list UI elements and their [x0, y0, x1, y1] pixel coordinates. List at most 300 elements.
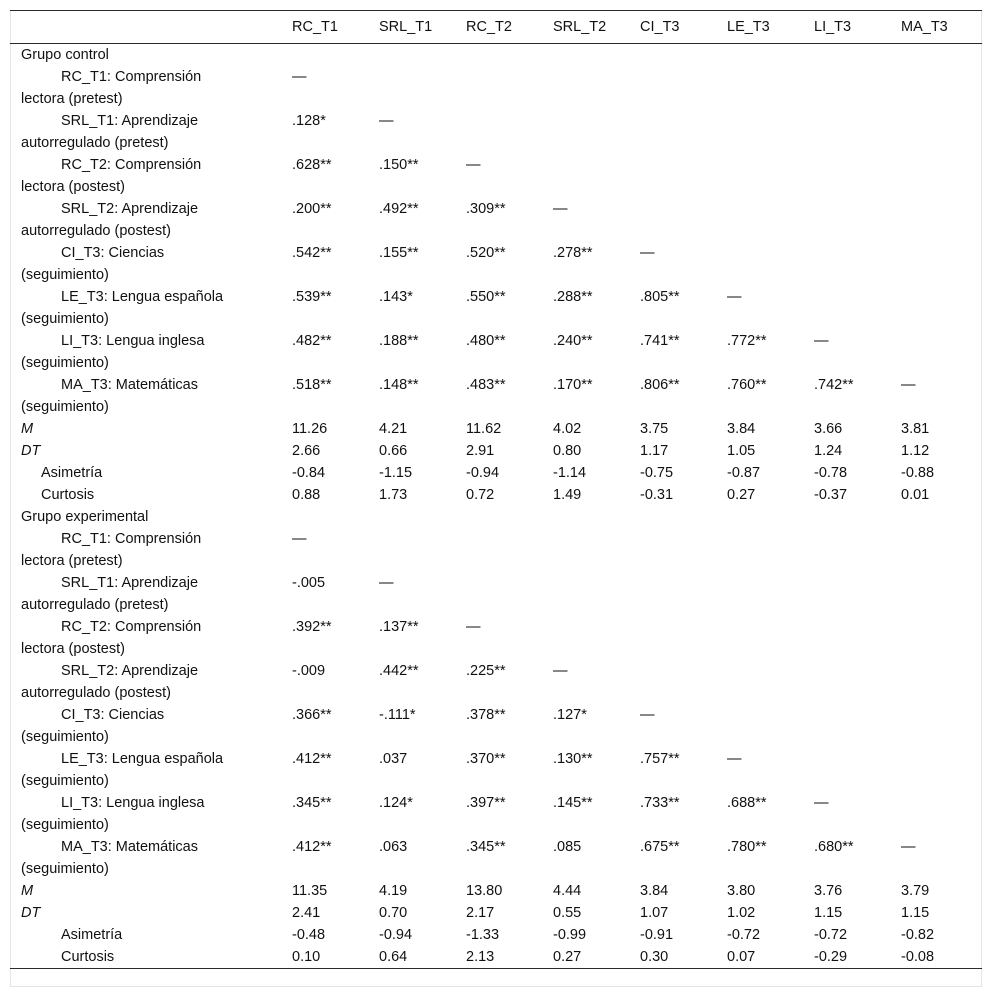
group-header-row: [10, 44, 982, 67]
stat-cell: -0.08: [901, 946, 982, 969]
correlation-cell: .392**: [292, 619, 332, 635]
correlation-cell: .483**: [466, 377, 506, 393]
correlation-cell: [640, 110, 727, 154]
variable-label-line2: lectora (postest): [21, 179, 125, 195]
stat-cell: 2.13: [466, 946, 553, 969]
variable-label-line1: SRL_T1: Aprendizaje: [61, 113, 199, 129]
correlation-cell: [727, 616, 814, 660]
correlation-cell: [814, 286, 901, 330]
stat-cell: 0.07: [727, 946, 814, 969]
stat-cell: -0.29: [814, 946, 901, 969]
variable-label-line1: SRL_T1: Aprendizaje: [61, 575, 199, 591]
variable-label-line1: CI_T3: Ciencias: [61, 245, 165, 261]
stat-cell: 2.17: [466, 905, 495, 921]
correlation-cell: [640, 616, 727, 660]
empty-cell: [379, 44, 466, 67]
correlation-cell: .539**: [292, 289, 332, 305]
correlation-cell: .772**: [727, 333, 767, 349]
correlation-cell: [814, 242, 901, 286]
stat-cell: 0.88: [292, 487, 321, 503]
variable-label-line2: (seguimiento): [21, 355, 109, 371]
variable-label-line2: lectora (pretest): [21, 553, 123, 569]
variable-label-line2: (seguimiento): [21, 729, 109, 745]
table-row: [10, 198, 982, 242]
correlation-cell: [901, 154, 982, 198]
correlation-cell: .240**: [553, 333, 593, 349]
variable-label: [10, 242, 292, 286]
correlation-cell: .550**: [466, 289, 506, 305]
variable-label-line2: autorregulado (pretest): [21, 597, 169, 613]
table-row: [10, 660, 982, 704]
correlation-cell: .145**: [553, 795, 593, 811]
empty-cell: [466, 44, 553, 67]
correlation-cell: .542**: [292, 245, 332, 261]
correlation-cell: [901, 572, 982, 616]
correlation-cell: [727, 154, 814, 198]
stat-cell: 3.84: [640, 883, 669, 899]
stat-cell: -0.82: [901, 927, 935, 943]
stat-cell: -0.31: [640, 487, 674, 503]
variable-label-line1: SRL_T2: Aprendizaje: [61, 663, 199, 679]
col-header: RC_T1: [292, 11, 379, 44]
correlation-cell: [901, 242, 982, 286]
stat-cell: 11.62: [466, 421, 502, 437]
correlation-cell: [640, 154, 727, 198]
variable-label-line2: autorregulado (pretest): [21, 135, 169, 151]
table-row: [10, 330, 982, 374]
correlation-cell: [901, 286, 982, 330]
correlation-cell: —: [814, 795, 829, 811]
correlation-cell: .675**: [640, 839, 680, 855]
empty-cell: [727, 44, 814, 67]
correlation-cell: .741**: [640, 333, 680, 349]
variable-label-line1: CI_T3: Ciencias: [61, 707, 165, 723]
correlation-cell: —: [901, 839, 916, 855]
correlation-cell: [814, 528, 901, 572]
variable-label-line2: autorregulado (postest): [21, 685, 171, 701]
stat-cell: 1.12: [901, 443, 930, 459]
correlation-cell: [640, 528, 727, 572]
correlation-cell: —: [640, 245, 655, 261]
correlation-cell: -.111*: [379, 707, 416, 723]
group-title: Grupo experimental: [21, 509, 149, 525]
stat-cell: 13.80: [466, 883, 503, 899]
stat-cell: -1.14: [553, 465, 587, 481]
correlation-cell: -.009: [292, 663, 326, 679]
stat-cell: 3.75: [640, 421, 669, 437]
stat-cell: 0.27: [727, 487, 756, 503]
correlation-cell: [466, 572, 553, 616]
correlation-cell: —: [466, 619, 481, 635]
correlation-cell: —: [466, 157, 481, 173]
variable-label-line1: RC_T2: Comprensión: [61, 619, 202, 635]
stat-label: Asimetría: [41, 465, 103, 481]
empty-cell: [901, 44, 982, 67]
correlation-cell: [901, 528, 982, 572]
table-row: [10, 704, 982, 748]
table-row: [10, 286, 982, 330]
variable-label: [10, 660, 292, 704]
correlation-cell: .757**: [640, 751, 680, 767]
correlation-cell: .628**: [292, 157, 332, 173]
correlation-cell: [814, 198, 901, 242]
correlation-cell: [814, 110, 901, 154]
correlation-cell: [901, 66, 982, 110]
correlation-cell: [814, 704, 901, 748]
correlation-cell: —: [292, 531, 307, 547]
correlation-cell: [727, 242, 814, 286]
variable-label-line1: SRL_T2: Aprendizaje: [61, 201, 199, 217]
empty-cell: [814, 506, 901, 528]
col-header: CI_T3: [640, 11, 727, 44]
stat-cell: -0.75: [640, 465, 674, 481]
correlation-cell: [814, 748, 901, 792]
correlation-cell: [379, 528, 466, 572]
table-row: [10, 792, 982, 836]
correlation-cell: [814, 66, 901, 110]
stat-cell: 1.15: [901, 905, 930, 921]
stat-cell: -0.72: [814, 927, 848, 943]
correlation-cell: .742**: [814, 377, 854, 393]
correlation-cell: .378**: [466, 707, 506, 723]
correlation-cell: [727, 66, 814, 110]
stat-row: [10, 484, 982, 506]
stat-cell: -0.94: [466, 465, 500, 481]
correlation-cell: .127*: [553, 707, 587, 723]
correlation-cell: [640, 660, 727, 704]
empty-cell: [553, 44, 640, 67]
stat-cell: 0.66: [379, 443, 408, 459]
variable-label: [10, 110, 292, 154]
variable-label: [10, 154, 292, 198]
correlation-cell: —: [292, 69, 307, 85]
variable-label-line2: (seguimiento): [21, 773, 109, 789]
stat-cell: 3.66: [814, 421, 843, 437]
correlation-cell: [553, 154, 640, 198]
correlation-cell: —: [814, 333, 829, 349]
stat-cell: 3.84: [727, 421, 756, 437]
col-header: SRL_T1: [379, 11, 466, 44]
correlation-cell: —: [727, 289, 742, 305]
correlation-cell: .288**: [553, 289, 593, 305]
correlation-cell: [901, 748, 982, 792]
correlation-cell: -.005: [292, 575, 326, 591]
empty-cell: [292, 44, 379, 67]
correlation-cell: .780**: [727, 839, 767, 855]
stat-cell: -0.87: [727, 465, 761, 481]
empty-cell: [901, 506, 982, 528]
correlation-cell: [727, 528, 814, 572]
empty-cell: [553, 506, 640, 528]
stat-row: [10, 440, 982, 462]
correlation-cell: .806**: [640, 377, 680, 393]
stat-label: M: [21, 421, 34, 437]
stat-cell: 0.55: [553, 905, 582, 921]
empty-cell: [727, 506, 814, 528]
variable-label-line2: (seguimiento): [21, 311, 109, 327]
stat-cell: 4.21: [379, 421, 408, 437]
correlation-cell: [727, 572, 814, 616]
correlation-cell: [814, 660, 901, 704]
variable-label: [10, 704, 292, 748]
variable-label-line1: LE_T3: Lengua española: [61, 751, 224, 767]
stat-cell: 4.02: [553, 421, 582, 437]
correlation-cell: —: [727, 751, 742, 767]
stat-cell: -0.78: [814, 465, 848, 481]
correlation-cell: [553, 110, 640, 154]
variable-label-line2: (seguimiento): [21, 817, 109, 833]
stat-cell: 0.80: [553, 443, 582, 459]
stat-cell: 2.41: [292, 905, 321, 921]
variable-label: [10, 572, 292, 616]
stat-cell: 4.44: [553, 883, 582, 899]
variable-label: [10, 198, 292, 242]
correlation-cell: [640, 66, 727, 110]
table-row: [10, 242, 982, 286]
correlation-cell: [640, 572, 727, 616]
correlation-cell: [466, 110, 553, 154]
correlation-cell: [640, 198, 727, 242]
correlation-cell: —: [553, 663, 568, 679]
stat-cell: 1.07: [640, 905, 669, 921]
correlation-cell: [553, 528, 640, 572]
stat-label: Asimetría: [61, 927, 123, 943]
variable-label-line2: autorregulado (postest): [21, 223, 171, 239]
variable-label: [10, 330, 292, 374]
correlation-cell: .492**: [379, 201, 419, 217]
correlation-cell: .143*: [379, 289, 413, 305]
variable-label: [10, 748, 292, 792]
correlation-cell: [727, 660, 814, 704]
correlation-cell: [814, 154, 901, 198]
correlation-cell: .412**: [292, 839, 332, 855]
correlation-cell: .124*: [379, 795, 413, 811]
correlation-cell: .370**: [466, 751, 506, 767]
correlation-cell: .397**: [466, 795, 506, 811]
stat-row: [10, 418, 982, 440]
variable-label: [10, 616, 292, 660]
stat-cell: 0.30: [640, 946, 727, 969]
correlation-cell: —: [553, 201, 568, 217]
stat-cell: 0.27: [553, 946, 640, 969]
stat-cell: 1.17: [640, 443, 669, 459]
stat-label: DT: [21, 443, 41, 459]
stat-label: DT: [21, 905, 41, 921]
correlation-cell: .137**: [379, 619, 419, 635]
table-row: [10, 110, 982, 154]
stat-cell: 3.80: [727, 883, 756, 899]
correlation-cell: .278**: [553, 245, 593, 261]
variable-label-line1: RC_T1: Comprensión: [61, 531, 202, 547]
col-header: LI_T3: [814, 11, 901, 44]
stat-row: [10, 880, 982, 902]
stat-label: Curtosis: [41, 487, 95, 503]
table-row: [10, 154, 982, 198]
empty-cell: [379, 506, 466, 528]
correlation-cell: [814, 616, 901, 660]
table-row: [10, 528, 982, 572]
correlation-cell: .688**: [727, 795, 767, 811]
stat-cell: 2.66: [292, 443, 321, 459]
correlation-cell: .063: [379, 839, 408, 855]
correlation-cell: [901, 660, 982, 704]
stat-cell: 1.15: [814, 905, 843, 921]
empty-cell: [466, 506, 553, 528]
correlation-cell: [379, 66, 466, 110]
correlation-cell: .225**: [466, 663, 506, 679]
correlation-cell: .366**: [292, 707, 332, 723]
variable-label-line1: MA_T3: Matemáticas: [61, 377, 198, 393]
variable-label-line1: LI_T3: Lengua inglesa: [61, 795, 205, 811]
variable-label-line1: LE_T3: Lengua española: [61, 289, 224, 305]
correlation-cell: [553, 616, 640, 660]
correlation-cell: .482**: [292, 333, 332, 349]
stat-cell: 4.19: [379, 883, 408, 899]
correlation-cell: .037: [379, 751, 408, 767]
variable-label: [10, 836, 292, 880]
stat-cell: -0.48: [292, 927, 326, 943]
stat-cell: -0.94: [379, 927, 413, 943]
correlation-cell: [727, 704, 814, 748]
correlation-cell: —: [379, 113, 394, 129]
header-row: [10, 11, 982, 44]
table-row: [10, 748, 982, 792]
correlation-cell: [553, 572, 640, 616]
correlation-cell: .805**: [640, 289, 680, 305]
stat-cell: -1.33: [466, 927, 500, 943]
correlation-cell: —: [379, 575, 394, 591]
table-row: [10, 616, 982, 660]
correlation-cell: .148**: [379, 377, 419, 393]
stat-cell: -0.72: [727, 927, 761, 943]
stat-row: [10, 946, 982, 969]
stat-cell: 1.73: [379, 487, 408, 503]
correlation-cell: .170**: [553, 377, 593, 393]
correlation-cell: .345**: [292, 795, 332, 811]
stat-cell: 0.10: [292, 946, 379, 969]
empty-cell: [640, 44, 727, 67]
correlation-cell: .760**: [727, 377, 767, 393]
stat-cell: 1.05: [727, 443, 756, 459]
stat-label: M: [21, 883, 34, 899]
col-header: LE_T3: [727, 11, 814, 44]
stat-cell: 0.72: [466, 487, 495, 503]
correlation-cell: .345**: [466, 839, 506, 855]
variable-label-line1: LI_T3: Lengua inglesa: [61, 333, 205, 349]
correlation-cell: .155**: [379, 245, 419, 261]
empty-cell: [814, 44, 901, 67]
variable-label: [10, 374, 292, 418]
stat-cell: 0.64: [379, 946, 466, 969]
correlation-cell: [901, 110, 982, 154]
table-row: [10, 836, 982, 880]
stat-row: [10, 462, 982, 484]
table-row: [10, 572, 982, 616]
stat-cell: -0.37: [814, 487, 848, 503]
empty-cell: [292, 506, 379, 528]
stat-cell: -0.88: [901, 465, 935, 481]
stat-cell: 1.02: [727, 905, 756, 921]
variable-label-line2: lectora (postest): [21, 641, 125, 657]
variable-label-line2: (seguimiento): [21, 399, 109, 415]
stat-cell: 0.01: [901, 487, 930, 503]
variable-label: [10, 286, 292, 330]
correlation-cell: [901, 616, 982, 660]
correlation-cell: [466, 528, 553, 572]
stat-cell: 3.81: [901, 421, 930, 437]
col-header: MA_T3: [901, 11, 982, 44]
variable-label-line2: (seguimiento): [21, 861, 109, 877]
stat-cell: 11.26: [292, 421, 328, 437]
empty-cell: [640, 506, 727, 528]
variable-label-line1: RC_T1: Comprensión: [61, 69, 202, 85]
stat-cell: 1.49: [553, 487, 582, 503]
correlation-cell: .680**: [814, 839, 854, 855]
correlation-cell: .150**: [379, 157, 419, 173]
stat-cell: 11.35: [292, 883, 328, 899]
correlation-cell: .442**: [379, 663, 419, 679]
variable-label-line1: MA_T3: Matemáticas: [61, 839, 198, 855]
table-row: [10, 374, 982, 418]
correlation-cell: .200**: [292, 201, 332, 217]
variable-label-line2: (seguimiento): [21, 267, 109, 283]
stat-cell: -0.91: [640, 927, 674, 943]
stat-cell: 1.24: [814, 443, 843, 459]
correlation-cell: —: [901, 377, 916, 393]
correlation-cell: .309**: [466, 201, 506, 217]
correlation-cell: [901, 198, 982, 242]
correlation-cell: [466, 66, 553, 110]
correlation-cell: .128*: [292, 113, 326, 129]
variable-label: [10, 66, 292, 110]
table-row: [10, 66, 982, 110]
group-header-row: [10, 506, 982, 528]
table-body: [10, 44, 982, 969]
correlation-cell: .412**: [292, 751, 332, 767]
correlation-cell: .520**: [466, 245, 506, 261]
correlation-cell: [901, 792, 982, 836]
stat-row: [10, 924, 982, 946]
correlation-table: [10, 10, 982, 969]
stat-cell: -1.15: [379, 465, 413, 481]
correlation-cell: .188**: [379, 333, 419, 349]
correlation-cell: [901, 704, 982, 748]
correlation-cell: .733**: [640, 795, 680, 811]
variable-label-line1: RC_T2: Comprensión: [61, 157, 202, 173]
stat-cell: 3.79: [901, 883, 930, 899]
variable-label: [10, 528, 292, 572]
correlation-cell: .130**: [553, 751, 593, 767]
correlation-cell: [814, 572, 901, 616]
variable-label-line2: lectora (pretest): [21, 91, 123, 107]
col-header: SRL_T2: [553, 11, 640, 44]
stat-label: Curtosis: [10, 946, 292, 969]
stat-cell: -0.84: [292, 465, 326, 481]
correlation-cell: [727, 198, 814, 242]
header-blank: [10, 11, 292, 44]
correlation-cell: [553, 66, 640, 110]
correlation-cell: [901, 330, 982, 374]
group-title: Grupo control: [21, 47, 109, 63]
correlation-cell: .518**: [292, 377, 332, 393]
correlation-cell: —: [640, 707, 655, 723]
stat-row: [10, 902, 982, 924]
stat-cell: 0.70: [379, 905, 408, 921]
stat-cell: 3.76: [814, 883, 843, 899]
correlation-cell: [727, 110, 814, 154]
correlation-cell: .480**: [466, 333, 506, 349]
stat-cell: -0.99: [553, 927, 587, 943]
